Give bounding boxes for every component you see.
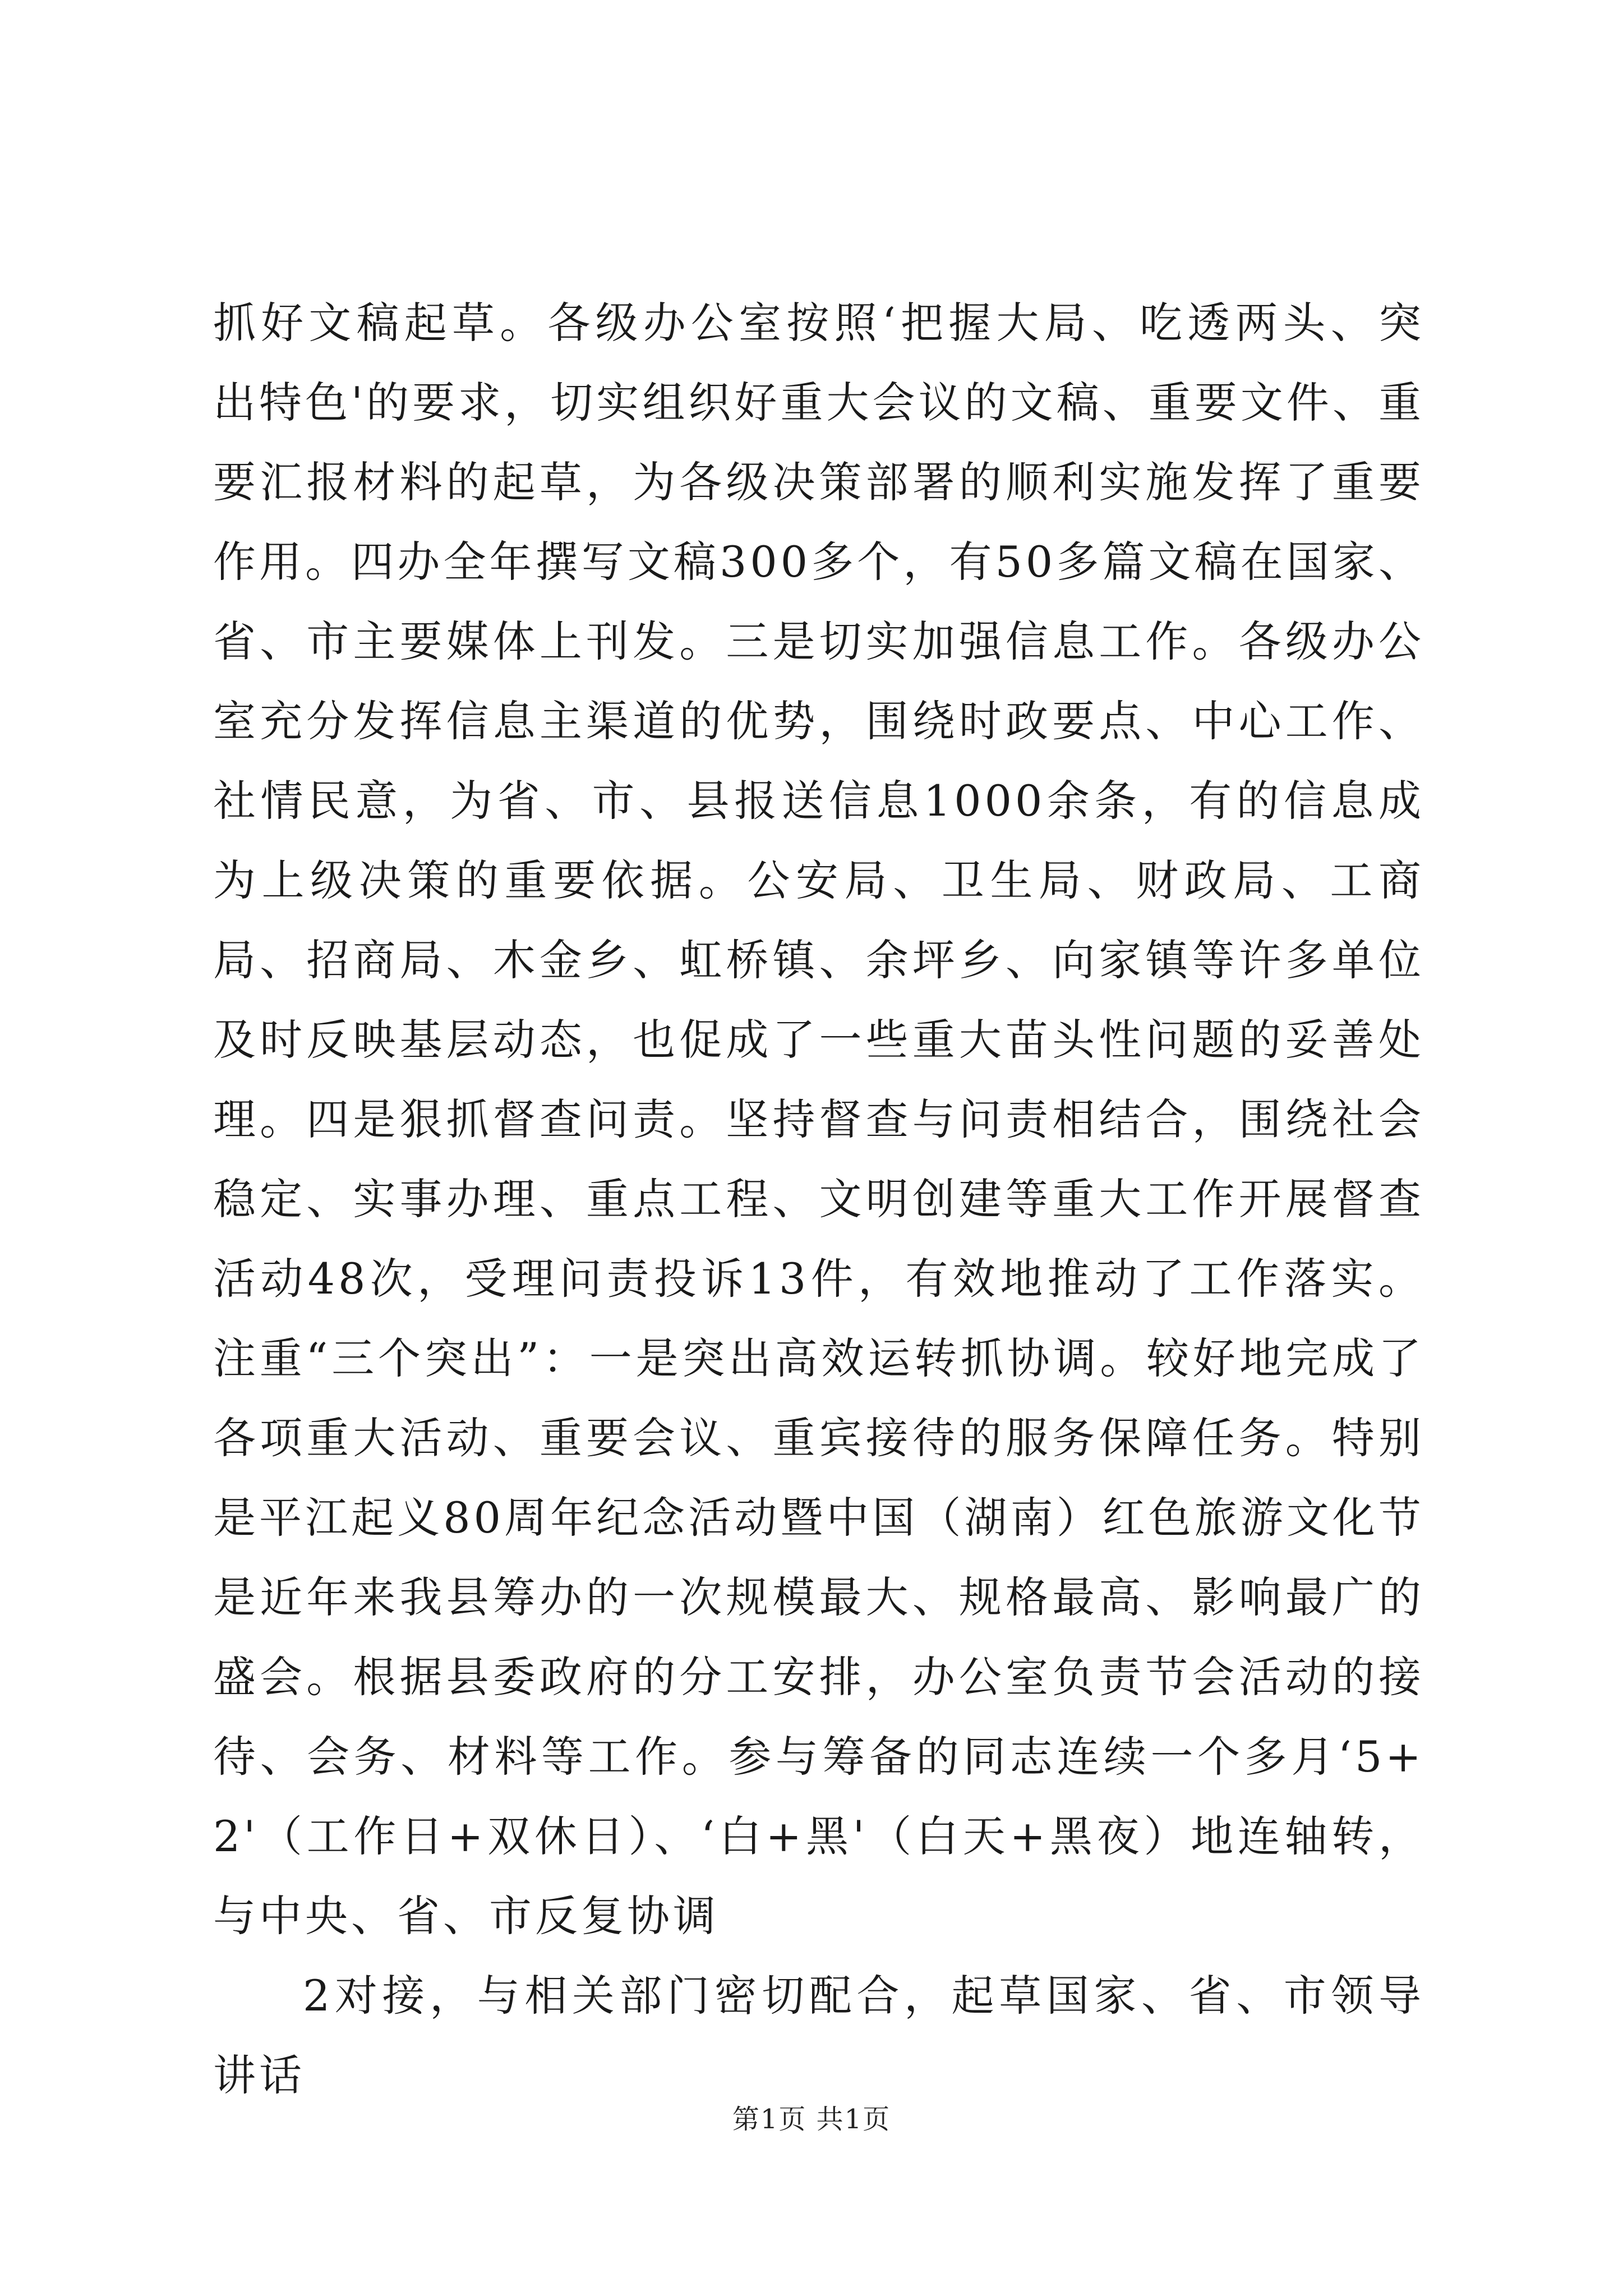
body-paragraph: 2对接，与相关部门密切配合，起草国家、省、市领导讲话 (213, 1971, 1424, 2100)
page-footer: 第1页 共1页 (732, 2104, 891, 2135)
document-body (213, 283, 1424, 2115)
body-paragraph: 抓好文稿起草。各级办公室按照‘把握大局、吃透两头、突出特色'的要求，切实组织好重大会议的文稿、重要文件、重要汇报材料的起草，为各级决策部署的顺利实施发挥了重要作用。四办全年撰写文稿300多个，有50多篇文稿在国家、省、市主要媒体上刊发。三是切实加强信息工作。各级办公室充分发挥信息主渠道的优势，围绕时政要点、中心工作、社情民意，为省、市、县报送信息1000余条，有的信息成为上级决策的重要依据。公安局、卫生局、财政局、工商局、招商局、木金乡、虹桥镇、余坪乡、向家镇等许多单位及时反映基层动态，也促成了一些重大苗头性问题的妥善处理。四是狠抓督查问责。坚持督查与问责相结合，围绕社会稳定、实事办理、重点工程、文明创建等重大工作开展督查活动48次，受理问责投诉13件，有效地推动了工作落实。注重“三个突出”：一是突出高效运转抓协调。较好地完成了各项重大活动、重要会议、重宾接待的服务保障任务。特别是平江起义80周年纪念活动暨中国（湖南）红色旅游文化节是近年来我县筹办的一次规模最大、规格最高、影响最广的盛会。根据县委政府的分工安排，办公室负责节会活动的接待、会务、材料等工作。参与筹备的同志连续一个多月‘5+2'（工作日+双休日）、‘白+黑'（白天+黑夜）地连轴转，与中央、省、市反复协调 (213, 298, 1424, 1941)
